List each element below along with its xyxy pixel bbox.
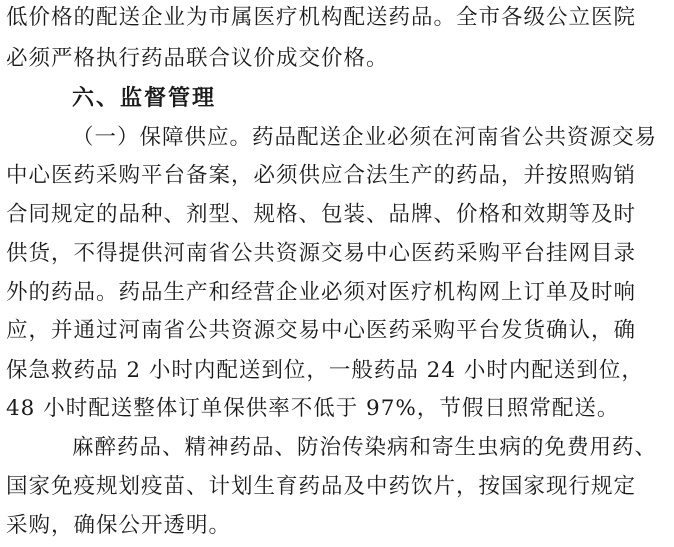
text-line-13: 采购，确保公开透明。 [6, 513, 232, 538]
text-line-4: 中心医药采购平台备案，必须供应合法生产的药品，并按照购销 [6, 163, 637, 188]
text-line-8: 应，并通过河南省公共资源交易中心医药采购平台发货确认，确 [6, 318, 637, 343]
text-line-3: （一）保障供应。药品配送企业必须在河南省公共资源交易 [72, 125, 658, 150]
text-line-10: 48 小时配送整体订单保供率不低于 97%，节假日照常配送。 [6, 396, 620, 421]
text-line-6: 供货，不得提供河南省公共资源交易中心医药采购平台挂网目录 [6, 241, 637, 266]
text-line-12: 国家免疫规划疫苗、计划生育药品及中药饮片，按国家现行规定 [6, 474, 637, 499]
text-line-1: 低价格的配送企业为市属医疗机构配送药品。全市各级公立医院 [6, 5, 637, 30]
text-line-11: 麻醉药品、精神药品、防治传染病和寄生虫病的免费用药、 [72, 435, 658, 460]
text-line-2: 必须严格执行药品联合议价成交价格。 [6, 46, 389, 71]
text-line-9: 保急救药品 2 小时内配送到位，一般药品 24 小时内配送到位， [6, 358, 644, 383]
text-line-7: 外的药品。药品生产和经营企业必须对医疗机构网上订单及时响 [6, 280, 637, 305]
section-heading: 六、监督管理 [72, 86, 217, 111]
text-line-5: 合同规定的品种、剂型、规格、包装、品牌、价格和效期等及时 [6, 202, 637, 227]
